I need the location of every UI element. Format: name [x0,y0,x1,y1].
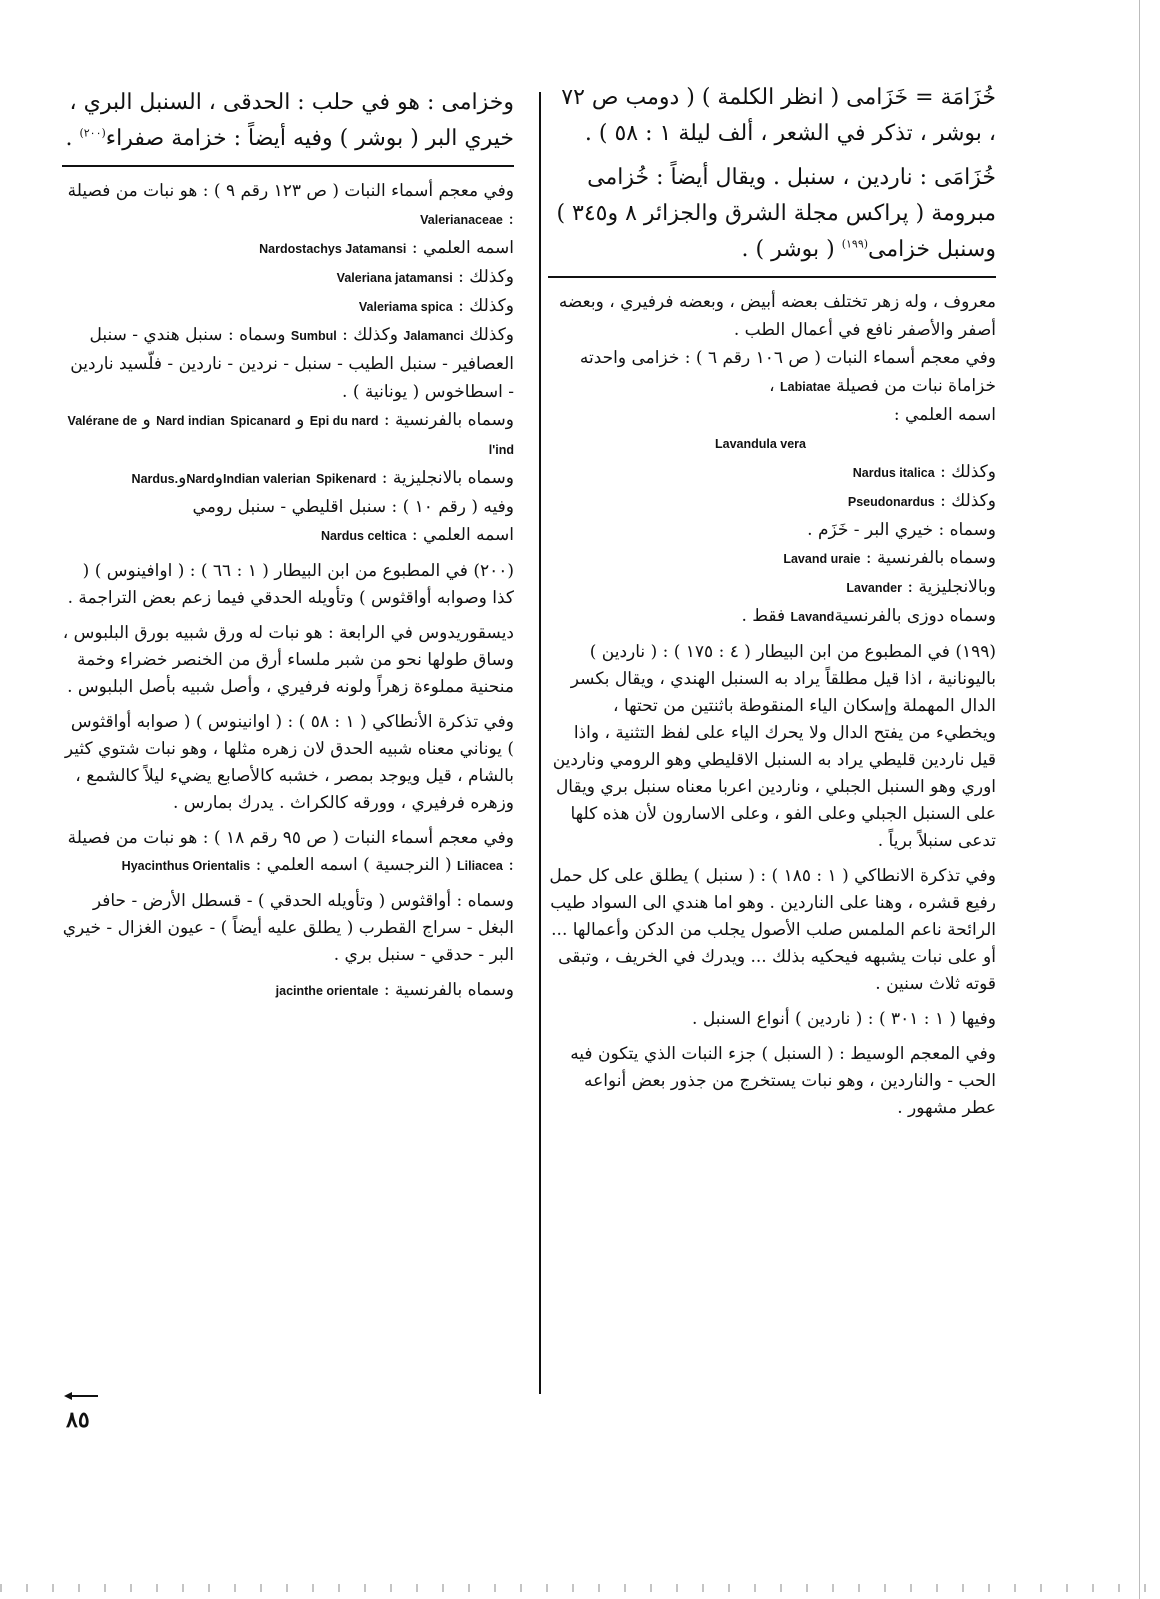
paragraph [62,177,514,234]
footnote-paragraph [62,825,514,880]
scientific-name: Valeriana jatamansi [336,271,453,285]
entry-text: خُزَامَى : ناردين ، سنبل . ويقال أيضاً : خُزامى مبرومة ( پراكس مجلة الشرق والجزائر ٨ و٣٤٥ ) وسنبل خزامى [556,165,996,262]
scientific-name: Nardus. [131,472,179,486]
scientific-name: jacinthe orientale [275,984,379,998]
paragraph [62,263,514,292]
text: و [142,410,151,430]
label: وكذلك : [940,462,996,482]
text: ( النرجسية ) اسمه العلمي : [255,855,452,875]
paragraph [62,464,514,493]
text: وكذلك [469,325,514,345]
paragraph [62,292,514,321]
page-edge [1139,0,1140,1599]
text: وسماه : سنبل هندي - سنبل العصافير - سنبل الطيب - سنبل - نردين - ناردين - فلّسيد ناردين - اسطاخوس ( يونانية ) . [70,325,514,402]
scientific-name: Spicanard [230,414,291,428]
section-rule [548,276,996,278]
text: وفي معجم أسماء النبات ( ص ٩٥ رقم ١٨ ) : هو نبات من فصيلة : [67,828,514,875]
scientific-name: Nardus italica [852,466,935,480]
scientific-name: Lavand [790,610,835,624]
paragraph [548,573,996,602]
label: وسماه بالفرنسية : [383,980,514,1000]
paragraph: وفيه ( رقم ١٠ ) : سنبل اقليطي - سنبل رومي [192,497,514,517]
entry-text: ( بوشر ) . [741,237,835,262]
entry-khuzama-2 [548,160,996,268]
right-column [548,80,996,1122]
paragraph: اسمه العلمي : [893,405,996,425]
footnote-paragraph: وفي تذكرة الأنطاكي ( ١ : ٥٨ ) : ( اوانينوس ) ( صوابه أواقثوس ) يوناني معناه شبيه الحدق لان زهره مثلها ، وهو نبات شتوي كثير بالشام ، قيل ويوجد بمصر ، خشبه كالأصابع يضيء ليلاً كالشمع ، وزهره فرفيري ، وورقه كالكراث . يدرك بمارس . [64,712,514,813]
entry-text: وخزامى : هو في حلب : الحدقى ، السنبل البري ، خيري البر ( بوشر ) وفيه أيضاً : خزامة صفراء [69,90,514,151]
label: وبالانجليزية : [907,577,996,597]
label: وسماه بالفرنسية : [865,548,996,568]
paragraph [548,344,996,401]
footnote-199 [548,639,996,855]
entry-text: . [65,126,73,151]
paragraph: معروف ، وله زهر تختلف بعضه أبيض ، وبعضه فرفيري ، وبعضه أصفر والأصفر نافع في أعمال الطب . [558,292,996,340]
footnote-text: في المطبوع من ابن البيطار ( ٤ : ١٧٥ ) : ( ناردين ) باليونانية ، اذا قيل مطلقاً يراد به السنبل الهندي ، ويقال بكسر الدال المهملة وإسكان الياء المنقوطة باثنتين من تحتها ، ويخطيء من يفتح الدال ولا يحرك الياء على لفظ التثنية ، واذا قيل ناردين قليطي يراد به السنبل الاقليطي وهو الرومي وناردين اوري وهو السنبل الجبلي ، وناردين اعربا معناه سنبل بري ويقال على السنبل الجبلي وعلى الفو ، وعلى الاسارون لأن هذه كلها تدعى سنبلاً برياً . [552,642,996,851]
footnote-paragraph: وسماه : أواقثوس ( وتأويله الحدقي ) - قسطل الأرض - حافر البغل - سراج القطرب ( يطلق عليه أيضاً ) - عيون الغزال - خيري البر - حدقي - سنبل بري . [62,891,514,965]
section-rule [62,165,514,167]
entry-khuzama: خُزَامَة = خَزَامى ( انظر الكلمة ) ( دومب ص ٧٢ ، بوشر ، تذكر في الشعر ، ألف ليلة ١ : ٥٨ ) . [561,85,996,146]
label: وكذلك : [458,267,514,287]
paragraph: وسماه : خيري البر - خَزَم . [807,520,996,540]
text: ، [769,376,775,396]
paragraph [62,234,514,263]
column-divider [539,92,541,1394]
footnote-paragraph [62,977,514,1005]
scientific-name: Labiatae [780,380,831,394]
paragraph [62,521,514,550]
scientific-name: Hyacinthus Orientalis [121,859,251,873]
footnote-paragraph: وفيها ( ١ : ٣٠١ ) : ( ناردين ) أنواع السنبل . [692,1009,996,1029]
text: و [214,468,224,488]
footnote-paragraph: ديسقوريدوس في الرابعة : هو نبات له ورق شبيه بورق البلبوس ، وساق طولها نحو من شبر ملساء أرق من الخنصر خضراء وخمة منحنية مملوءة زهراً ولونه فرفيري ، وأصل شبيه بأصل البلبوس . [62,623,514,697]
scientific-name: Nardus celtica [320,529,407,543]
footnote-paragraph: وفي تذكرة الانطاكي ( ١ : ١٨٥ ) : ( سنبل ) يطلق على كل حمل رفيع قشره ، وهنا على الناردين . وهو اما هندي الى السواد طيب الرائحة ناعم الملمس صلب الأصول يجلب من الدكن وأعمالها ... أو على نبات يشبهه فيحكيه بذلك ... ويدرك في الخريف ، وتبقى قوته ثلاث سنين . [549,866,996,994]
scan-artifacts [0,1584,1160,1592]
scientific-name: Liliacea [456,859,503,873]
label: وسماه بالانجليزية : [381,468,514,488]
left-arrow-icon [64,1390,98,1402]
label: اسمه العلمي : [411,525,514,545]
scientific-name: Sumbul [290,329,337,343]
scientific-name: Lavandula vera [714,437,806,451]
scientific-name: Pseudonardus [847,495,935,509]
footnote-200 [62,558,514,612]
text: وكذلك : [342,325,398,345]
paragraph [548,602,996,631]
paragraph [548,487,996,516]
scientific-line [548,429,996,458]
footnote-paragraph: وفي المعجم الوسيط : ( السنبل ) جزء النبات الذي يتكون فيه الحب - والناردين ، وهو نبات يستخرج من جذور بعض أنواعه عطر مشهور . [570,1044,996,1118]
scientific-name: Nardostachys Jatamansi [259,242,407,256]
paragraph [548,544,996,573]
scientific-name: Nard indian [156,414,225,428]
label: وسماه بالفرنسية : [383,410,514,430]
label: وكذلك : [940,491,996,511]
scientific-name: Nard [186,472,215,486]
text: وسماه دوزى بالفرنسية [834,606,996,626]
scientific-name: Indian valerian [223,472,311,486]
paragraph [62,406,514,464]
left-column [62,85,514,1005]
text: و [296,410,305,430]
footnote-text: في المطبوع من ابن البيطار ( ١ : ٦٦ ) : ( اوافينوس ) ( كذا وصوابه أواقثوس ) وتأويله الحدقي فيما زعم بعض التراجمة . [67,561,514,608]
scientific-name: Lavand uraie [783,552,861,566]
footnote-number: (١٩٩) [955,642,996,662]
text: فقط . [741,606,786,626]
scientific-name: Lavander [846,581,902,595]
footnote-number: (٢٠٠) [473,561,514,581]
scientific-name: Epi du nard [309,414,379,428]
page-number: ٨٥ [66,1407,90,1433]
label: وكذلك : [458,296,514,316]
entry-khuzama-aleppo [62,85,514,157]
text: و [178,468,187,488]
scientific-name: Jalamanci [403,329,464,343]
footnote-ref-200[interactable]: (٢٠٠) [79,126,106,140]
scientific-name: Valerianaceae [420,213,503,227]
scientific-name: Valérane de l'ind [67,414,514,457]
paragraph [62,321,514,406]
label: اسمه العلمي : [411,238,514,258]
scientific-name: Valeriama spica [358,300,453,314]
text: وفي معجم أسماء النبات ( ص ١٢٣ رقم ٩ ) : هو نبات من فصيلة : [67,181,514,229]
paragraph [548,458,996,487]
scientific-name: Spikenard [315,472,377,486]
footnote-ref-199[interactable]: (١٩٩) [841,237,869,251]
text: وفي معجم أسماء النبات ( ص ١٠٦ رقم ٦ ) : خزامى واحدته خزاماة نبات من فصيلة [579,348,996,396]
